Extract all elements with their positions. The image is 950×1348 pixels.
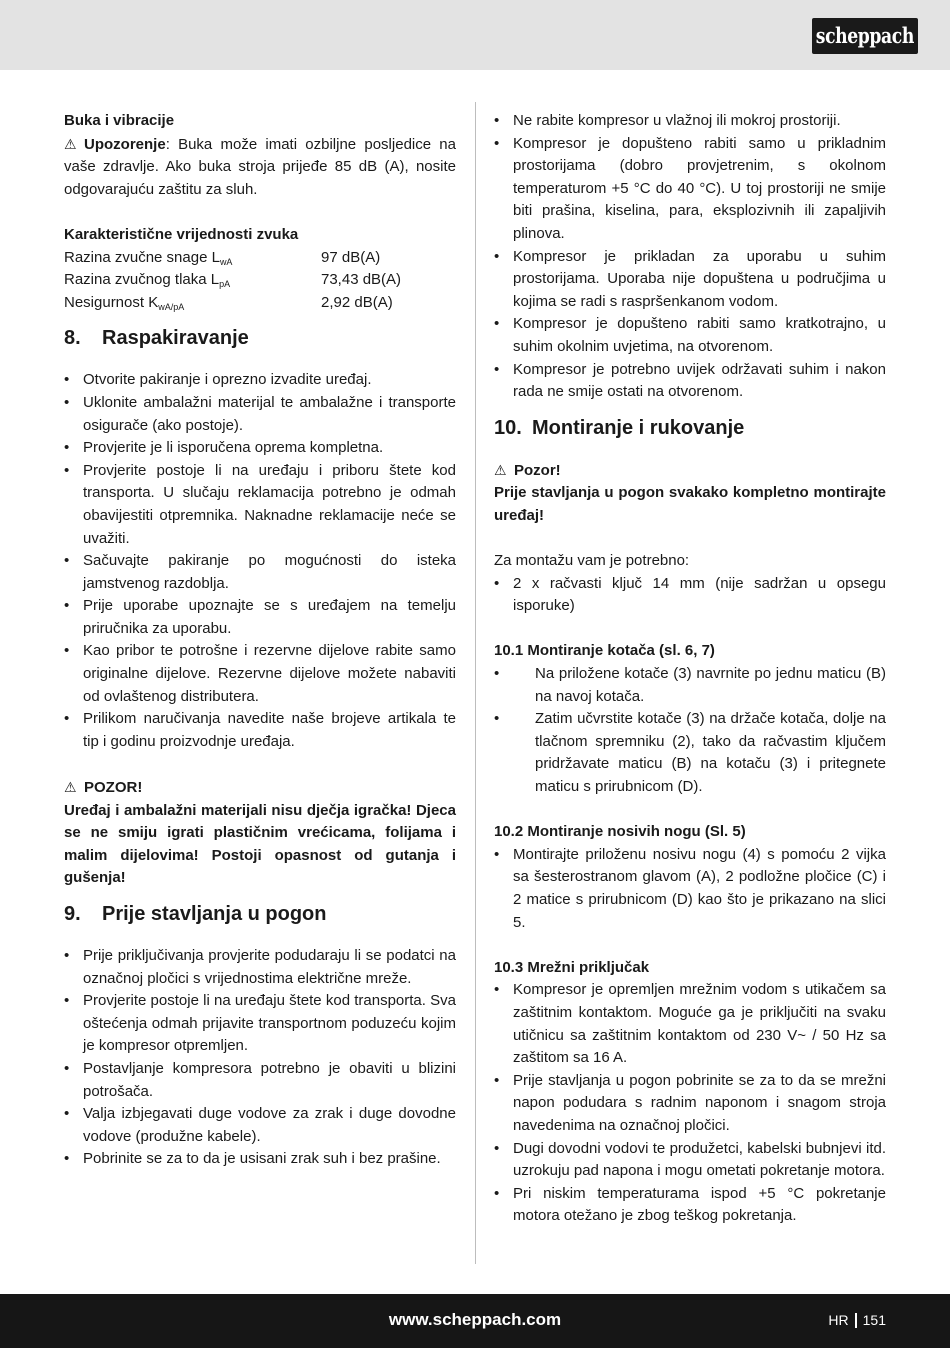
section-9-heading: 9. Prije stavljanja u pogon [64,903,327,925]
before-startup-list [64,945,456,1171]
scheppach-logo: scheppach [812,18,918,54]
list-item: • 2 x račvasti ključ 14 mm (nije sadržan u opsegu isporuke) [494,573,886,618]
subsection-10-2-title: 10.2 Montiranje nosivih nogu (Sl. 5) [494,823,746,841]
sound-row-sub: wA/pA [158,301,185,312]
list-item: • Prije priključivanja provjerite podudaraju li se podatci na označnoj pločici s vrijednostima električne mreže. [64,945,456,990]
sound-row [64,269,456,292]
list-item: • Prije uporabe upoznajte se s uređajem na temelju priručnika za uporabu. [64,595,456,640]
tools-list [494,573,886,618]
subsection-10-1-title: 10.1 Montiranje kotača (sl. 6, 7) [494,642,715,660]
tools-intro: Za montažu vam je potrebno: [494,552,690,570]
list-item: • Otvorite pakiranje i oprezno izvadite uređaj. [64,369,456,392]
warning-label: Upozorenje [84,135,166,153]
pozor-heading: ⚠ Pozor! [494,459,886,483]
list-item: • Provjerite postoje li na uređaju štete kod transporta. Sva oštećenja odmah prijavite transportnom poduzeću kojim je kompresor otpremljen. [64,990,456,1058]
list-item: • Kompresor je dopušteno rabiti samo kratkotrajno, u suhim okolnim uvjetima, na otvorenom. [494,313,886,358]
page-info [828,1309,886,1331]
sound-row [64,292,456,315]
section-8-heading: 8. Raspakiravanje [64,327,249,350]
sound-row-value: 97 dB(A) [321,248,381,266]
list-item: • Valja izbjegavati duge vodove za zrak i duge dovodne vodove (produžne kabele). [64,1103,456,1148]
legs-list [494,844,886,934]
subsection-10-3-title: 10.3 Mrežni priključak [494,958,650,976]
list-item: • Kompresor je opremljen mrežnim vodom s utikačem sa zaštitnim kontaktom. Moguće ga je priključiti na svaku utičnicu sa zaštitnim kontaktom od 230 V~ / 50 Hz sa zaštitom sa 16 A. [494,979,886,1069]
warning-text: : Buka može imati ozbiljne posljedice na vaše zdravlje. Ako buka stroja prijeđe 85 dB (A), nosite odgovarajuću zaštitu za sluh. [64,135,456,198]
list-item: • Pri niskim temperaturama ispod +5 °C pokretanje motora otežano je zbog teškog pokretanja. [494,1183,886,1228]
sound-row-label: Nesigurnost K [64,293,159,311]
warning-triangle-icon: ⚠ [64,779,77,796]
warning-triangle-icon: ⚠ [494,461,507,478]
pozor-text: Uređaj i ambalažni materijali nisu dječja igračka! Djeca se ne smiju igrati plastičnim vrećicama, folijama i malim dijelovima! Postoji opasnost od gutanja i gušenja! [64,801,456,887]
list-item: • Montirajte priloženu nosivu nogu (4) s pomoću 2 vijka sa šesterostranom glavom (A), 2 podložne pločice (C) i 2 matice s prirubnicom (D) kao što je prikazano na slici 5. [494,844,886,934]
language-code: HR [828,1312,849,1328]
sound-values-title: Karakteristične vrijednosti zvuka [64,225,299,243]
noise-warning [64,133,456,202]
header-bar [0,0,950,70]
list-item: • Na priložene kotače (3) navrnite po jednu maticu (B) na navoj kotača. [494,663,886,708]
sound-row-sub: wA [219,256,233,267]
mains-list [494,979,886,1228]
website-link[interactable]: www.scheppach.com [388,1310,562,1329]
pozor-heading: ⚠ POZOR! [64,776,456,800]
list-item: • Postavljanje kompresora potrebno je obaviti u blizini potrošača. [64,1058,456,1103]
sound-row-label: Razina zvučne snage L [64,248,220,266]
list-item: • Ne rabite kompresor u vlažnoj ili mokroj prostoriji. [494,110,886,133]
sound-row-sub: pA [219,279,231,290]
sound-row [64,247,456,270]
list-item: • Kompresor je prikladan za uporabu u suhim prostorijama. Uporaba nije dopuštena u područjima u kojima se radi s raspršenkanom vodom. [494,246,886,314]
page-number: 151 [862,1312,886,1328]
list-item: • Dugi dovodni vodovi te produžetci, kabelski bubnjevi itd. uzrokuju pad napona i mogu ometati pokretanje motora. [494,1138,886,1183]
before-startup-list-continued [494,110,886,404]
left-column [64,110,456,1171]
wheels-list [494,663,886,799]
unpacking-list [64,369,456,753]
list-item: • Kompresor je potrebno uvijek održavati suhim i nakon rada ne smije ostati na otvorenom. [494,359,886,404]
list-item: • Zatim učvrstite kotače (3) na držače kotača, dolje na tlačnom spremniku (2), tako da račvastim ključem pridržavate maticu (B) na kotaču (3) i pritegnete maticu s prirubnicom (D). [494,708,886,798]
list-item: • Pobrinite se za to da je usisani zrak suh i bez prašine. [64,1148,456,1171]
list-item: • Kompresor je dopušteno rabiti samo u prikladnim prostorijama (dobro provjetrenim, s okolnom temperaturom +5 °C do 40 °C). U toj prostoriji ne smije biti prašina, kiselina, para, eksplozivnih ili zapaljivih plinova. [494,133,886,246]
list-item: • Prilikom naručivanja navedite naše brojeve artikala te tip i godinu proizvodnje uređaja. [64,708,456,753]
list-item: • Sačuvajte pakiranje po mogućnosti do isteka jamstvenog razdoblja. [64,550,456,595]
section-10-heading: 10. Montiranje i rukovanje [494,416,745,439]
noise-title: Buka i vibracije [64,112,175,129]
column-divider [475,102,476,1264]
sound-row-value: 73,43 dB(A) [321,271,402,289]
pozor-text: Prije stavljanja u pogon svakako kompletno montirajte uređaj! [494,484,886,524]
right-column [494,110,886,1228]
separator [855,1313,857,1328]
footer-bar [0,1294,950,1348]
list-item: • Provjerite je li isporučena oprema kompletna. [64,437,456,460]
list-item: • Uklonite ambalažni materijal te ambalažne i transporte osigurače (ako postoje). [64,392,456,437]
sound-row-value: 2,92 dB(A) [321,293,393,311]
sound-row-label: Razina zvučnog tlaka L [64,271,220,289]
list-item: • Kao pribor te potrošne i rezervne dijelove rabite samo originalne dijelove. Rezervne dijelove možete nabaviti od ovlaštenog distributera. [64,640,456,708]
list-item: • Provjerite postoje li na uređaju i priboru štete kod transporta. U slučaju reklamacija potrebno je odmah obavijestiti otpremnika. Naknadne reklamacije neće se uvažiti. [64,460,456,550]
list-item: • Prije stavljanja u pogon pobrinite se za to da se mrežni napon podudara s radnim naponom i snagom stroja navedenima na označnoj pločici. [494,1070,886,1138]
warning-triangle-icon: ⚠ [64,135,77,152]
